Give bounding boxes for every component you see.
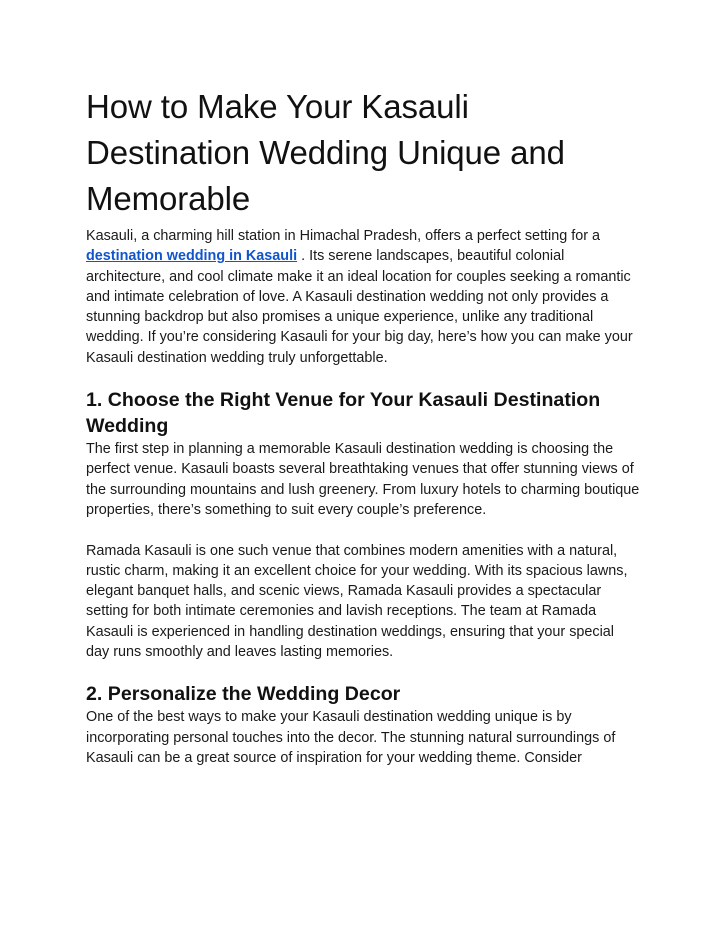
intro-text-before-link: Kasauli, a charming hill station in Himachal Pradesh, offers a perfect setting for a: [86, 228, 601, 244]
paragraph-spacer: [86, 520, 640, 540]
intro-text-after-link: . Its serene landscapes, beautiful colonial architecture, and cool climate make it an ideal location for couples seeking a romantic and intimate celebration of love. A Kasauli destination wedding not only provides a stunning backdrop but also promises a unique experience, unlike any traditional wedding. If you’re considering Kasauli for your big day, here’s how you can make your Kasauli destination wedding truly unforgettable.: [86, 248, 633, 366]
article-title: How to Make Your Kasauli Destination Wedding Unique and Memorable: [86, 88, 565, 217]
section-2-paragraph-1: One of the best ways to make your Kasauli destination wedding unique is by incorporating personal touches into the decor. The stunning natural surroundings of Kasauli can be a great source of inspiration for your wedding theme. Consider: [86, 709, 616, 766]
destination-wedding-link[interactable]: destination wedding in Kasauli: [86, 248, 298, 265]
section-1-heading: 1. Choose the Right Venue for Your Kasauli Destination Wedding: [86, 389, 601, 438]
intro-paragraph: [86, 226, 640, 368]
section-1-paragraph-1: The first step in planning a memorable Kasauli destination wedding is choosing the perfect venue. Kasauli boasts several breathtaking venues that offer stunning views of the surrounding mountains and lush greenery. From luxury hotels to charming boutique properties, there’s something to suit every couple’s preference.: [86, 441, 640, 518]
section-1-paragraph-2: Ramada Kasauli is one such venue that combines modern amenities with a natural, rustic charm, making it an excellent choice for your wedding. With its spacious lawns, elegant banquet halls, and scenic views, Ramada Kasauli provides a spectacular setting for both intimate ceremonies and lavish receptions. The team at Ramada Kasauli is experienced in handling destination weddings, ensuring that your special day runs smoothly and leaves lasting memories.: [86, 542, 628, 661]
section-2-heading: 2. Personalize the Wedding Decor: [86, 683, 401, 706]
